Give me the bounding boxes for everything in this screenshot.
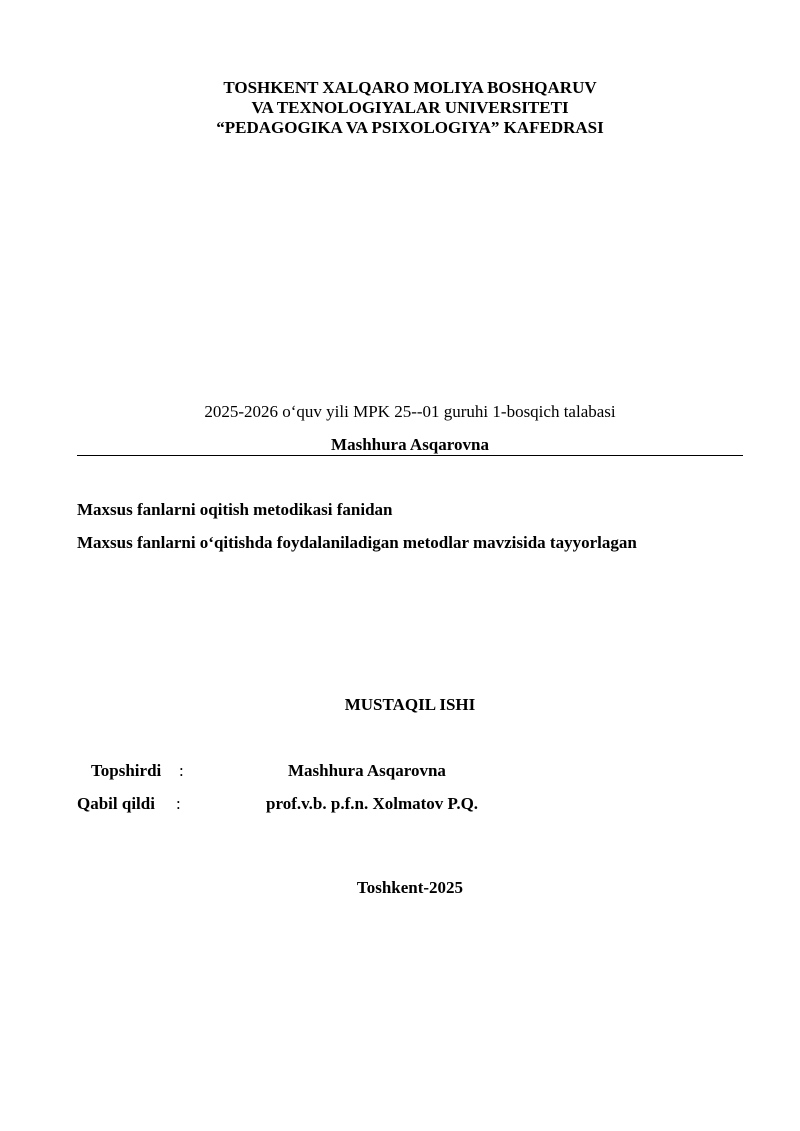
submitted-value: Mashhura Asqarovna — [288, 761, 446, 780]
university-name-line-2: VA TEXNOLOGIYALAR UNIVERSITETI — [251, 98, 569, 117]
accepted-colon: : — [176, 794, 181, 813]
city-year: Toshkent-2025 — [356, 878, 464, 897]
university-name-line-1: TOSHKENT XALQARO MOLIYA BOSHQARUV — [223, 78, 597, 97]
accepted-label: Qabil qildi — [77, 794, 155, 813]
submitted-label: Topshirdi — [91, 761, 162, 780]
student-group-info: 2025-2026 o‘quv yili MPK 25--01 guruhi 1-bosqich talabasi — [204, 402, 616, 421]
theme-line: Maxsus fanlarni o‘qitishda foydalaniladigan metodlar mavzisida tayyorlagan — [77, 533, 637, 552]
submitted-colon: : — [179, 761, 184, 780]
department-name: “PEDAGOGIKA VA PSIXOLOGIYA” KAFEDRASI — [216, 118, 604, 137]
student-name-underlined: Mashhura Asqarovna — [77, 434, 743, 456]
subject-line: Maxsus fanlarni oqitish metodikasi fanidan — [77, 500, 393, 519]
accepted-value: prof.v.b. p.f.n. Xolmatov P.Q. — [266, 794, 479, 813]
work-title: MUSTAQIL ISHI — [344, 695, 476, 714]
university-header — [0, 78, 800, 138]
